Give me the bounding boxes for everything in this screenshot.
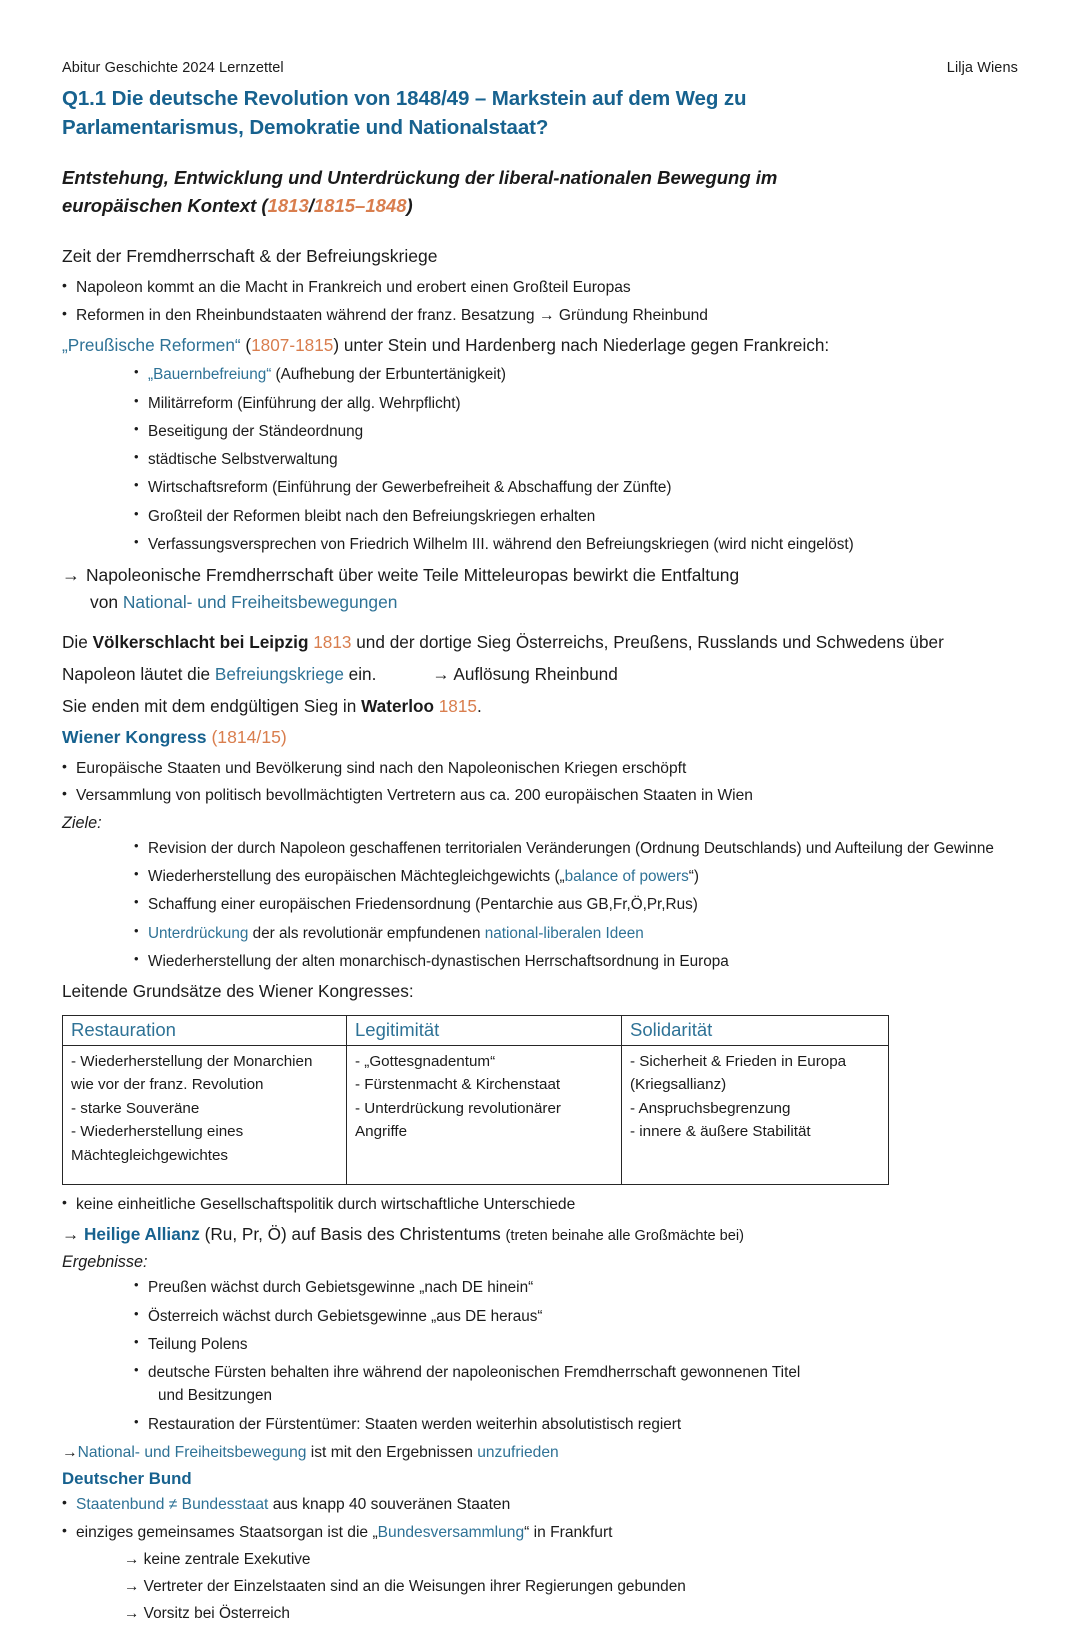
voelkerschlacht-paragraph-2 bbox=[62, 661, 1018, 688]
voelkerschlacht-text-a: Die bbox=[62, 632, 93, 653]
cell-line: (Kriegsallianz) bbox=[630, 1076, 727, 1094]
list-item bbox=[134, 837, 1018, 860]
arrow-right-icon: → bbox=[62, 1223, 80, 1244]
waterloo-text-a: Sie enden mit dem endgültigen Sieg in bbox=[62, 695, 362, 716]
voelkerschlacht-paragraph-3 bbox=[62, 693, 1018, 720]
subtitle-date-1815: 1815 bbox=[313, 195, 356, 217]
cell-line: - starke Souveräne bbox=[71, 1099, 200, 1117]
ziele-list bbox=[134, 837, 1018, 973]
arrow-right-icon: → bbox=[62, 1443, 78, 1461]
list-item bbox=[134, 1361, 1018, 1408]
table-header-legitimitaet: Legitimität bbox=[347, 1015, 622, 1045]
reform-item-text: Großteil der Reformen bleibt nach den Befreiungskriegen erhalten bbox=[148, 507, 596, 525]
header-course-label: Abitur Geschichte 2024 Lernzettel bbox=[62, 60, 284, 76]
wiener-kongress-bullet-list bbox=[62, 757, 1018, 808]
list-item: • Europäische Staaten und Bevölkerung sind nach den Napoleonischen Kriegen erschöpft bbox=[62, 757, 1018, 781]
ziel-text: Wiederherstellung der alten monarchisch-dynastischen Herrschaftsordnung in Europa bbox=[148, 952, 729, 970]
preussische-reformen-date: 1807-1815 bbox=[251, 334, 334, 355]
reform-item-text: Wirtschaftsreform (Einführung der Gewerbefreiheit & Abschaffung der Zünfte) bbox=[148, 479, 672, 497]
ergebnis-text: Restauration der Fürstentümer: Staaten werden weiterhin absolutistisch regiert bbox=[148, 1415, 682, 1433]
befreiungskriege-text-b: ein. bbox=[343, 663, 377, 684]
deutscher-bund-subpoint: → Vertreter der Einzelstaaten sind an die Weisungen ihrer Regierungen gebunden bbox=[124, 1577, 686, 1595]
table-cell-solidaritaet bbox=[622, 1045, 889, 1184]
voelkerschlacht-paragraph-1 bbox=[62, 629, 1018, 656]
ziel-highlight-unterdrueckung: Unterdrückung bbox=[148, 924, 249, 942]
preussische-reformen-open-paren: ( bbox=[240, 334, 252, 355]
ziel-text: Schaffung einer europäischen Friedensordnung (Pentarchie aus GB,Fr,Ö,Pr,Rus) bbox=[148, 896, 698, 914]
reform-item-text: Beseitigung der Ständeordnung bbox=[148, 422, 364, 440]
bundesversammlung-prefix: einziges gemeinsames Staatsorgan ist die „ bbox=[76, 1523, 378, 1541]
subtitle-text-part-2: ) bbox=[406, 195, 413, 217]
page-subtitle bbox=[62, 164, 892, 220]
heilige-allianz-rest: (Ru, Pr, Ö) auf Basis des Christentums bbox=[199, 1223, 506, 1244]
gesellschaftspolitik-bullet-list bbox=[62, 1193, 1018, 1217]
deutscher-bund-subpoint: → Vorsitz bei Österreich bbox=[124, 1604, 290, 1622]
list-item: • Reformen in den Rheinbundstaaten während der franz. Besatzung → Gründung Rheinbund bbox=[62, 304, 1018, 328]
list-item bbox=[134, 1333, 1018, 1356]
bundesversammlung-highlight: Bundesversammlung bbox=[377, 1523, 525, 1541]
ziel-text-mid: der als revolutionär empfundenen bbox=[248, 924, 485, 942]
cell-line: - Wiederherstellung der Monarchien bbox=[71, 1052, 313, 1070]
cell-line: - Fürstenmacht & Kirchenstaat bbox=[355, 1076, 561, 1094]
unzufrieden-highlight-1: National- und Freiheitsbewegung bbox=[77, 1443, 307, 1461]
reform-item-text: Verfassungsversprechen von Friedrich Wilhelm III. während den Befreiungskriegen (wird nicht eingelöst) bbox=[148, 535, 854, 553]
list-item: • Versammlung von politisch bevollmächtigten Vertretern aus ca. 200 europäischen Staaten in Wien bbox=[62, 784, 1018, 808]
waterloo-bold: Waterloo bbox=[361, 695, 434, 716]
fremdherrschaft-conclusion bbox=[62, 562, 1018, 615]
reform-item-text: (Aufhebung der Erbuntertänigkeit) bbox=[271, 366, 507, 384]
voelkerschlacht-date: 1813 bbox=[313, 632, 352, 653]
ergebnis-text-continued: und Besitzungen bbox=[158, 1387, 272, 1405]
grundsaetze-intro-label: Leitende Grundsätze des Wiener Kongresses: bbox=[62, 981, 414, 1002]
reform-item-text: städtische Selbstverwaltung bbox=[148, 451, 338, 469]
grundsaetze-table bbox=[62, 1015, 889, 1185]
cell-line: - Wiederherstellung eines bbox=[71, 1123, 244, 1141]
cell-line: Angriffe bbox=[355, 1123, 408, 1141]
unzufrieden-line bbox=[62, 1441, 1018, 1465]
table-cell-legitimitaet bbox=[347, 1045, 622, 1184]
wiener-kongress-label: Wiener Kongress bbox=[62, 727, 207, 748]
list-item bbox=[62, 1521, 1018, 1545]
preussische-reformen-line bbox=[62, 332, 1018, 359]
arrow-right-icon: → bbox=[62, 565, 80, 586]
ziel-text-end: “) bbox=[688, 868, 699, 886]
list-item bbox=[134, 893, 1018, 916]
table-row bbox=[63, 1045, 889, 1184]
subtitle-date-1813: 1813 bbox=[267, 195, 309, 217]
list-item bbox=[62, 1493, 1018, 1517]
cell-line: - innere & äußere Stabilität bbox=[630, 1123, 811, 1141]
list-item bbox=[134, 865, 1018, 888]
conclusion-highlight: National- und Freiheitsbewegungen bbox=[122, 592, 398, 613]
cell-line: - Unterdrückung revolutionärer bbox=[355, 1099, 561, 1117]
waterloo-text-b: . bbox=[477, 695, 482, 716]
conclusion-second-line bbox=[62, 589, 1018, 615]
bundesversammlung-rest: “ in Frankfurt bbox=[524, 1523, 613, 1541]
list-item bbox=[134, 1305, 1018, 1328]
voelkerschlacht-bold: Völkerschlacht bei Leipzig bbox=[92, 632, 309, 653]
list-item: • keine einheitliche Gesellschaftspolitik durch wirtschaftliche Unterschiede bbox=[62, 1193, 1018, 1217]
ziel-text: Wiederherstellung des europäischen Mächtegleichgewichts („ bbox=[148, 868, 565, 886]
list-item bbox=[134, 1413, 1018, 1436]
section-heading-wiener-kongress bbox=[62, 724, 1018, 750]
page-title: Q1.1 Die deutsche Revolution von 1848/49 – Markstein auf dem Weg zu Parlamentarismus, Demokratie und Nationalstaat? bbox=[62, 87, 747, 140]
heilige-allianz-label: Heilige Allianz bbox=[83, 1223, 200, 1244]
unzufrieden-text-mid: ist mit den Ergebnissen bbox=[306, 1443, 478, 1461]
cell-line: wie vor der franz. Revolution bbox=[71, 1076, 264, 1094]
list-item bbox=[134, 363, 1018, 386]
ergebnisse-list bbox=[134, 1276, 1018, 1436]
table-cell-restauration bbox=[63, 1045, 347, 1184]
conclusion-text: Napoleonische Fremdherrschaft über weite Teile Mitteleuropas bewirkt die Entfaltung bbox=[86, 565, 740, 586]
list-item bbox=[134, 505, 1018, 528]
section-heading-deutscher-bund: Deutscher Bund bbox=[62, 1468, 192, 1488]
voelkerschlacht-text-b: und der dortige Sieg Österreichs, Preußens, Russlands und Schwedens über bbox=[351, 632, 944, 653]
document-header bbox=[62, 60, 1018, 76]
list-item bbox=[134, 533, 1018, 556]
cell-line: - „Gottesgnadentum“ bbox=[355, 1052, 496, 1070]
ziel-highlight: balance of powers bbox=[564, 868, 689, 886]
ziele-label: Ziele: bbox=[62, 813, 102, 832]
header-author-label: Lilja Wiens bbox=[946, 60, 1018, 76]
staatenbund-rest: aus knapp 40 souveränen Staaten bbox=[268, 1495, 511, 1513]
preussische-reformen-label: „Preußische Reformen“ bbox=[62, 334, 241, 355]
table-header-restauration: Restauration bbox=[63, 1015, 347, 1045]
list-item bbox=[134, 392, 1018, 415]
list-item bbox=[134, 1276, 1018, 1299]
ergebnis-text: Teilung Polens bbox=[148, 1335, 248, 1353]
list-item: • Napoleon kommt an die Macht in Frankreich und erobert einen Großteil Europas bbox=[62, 276, 1018, 300]
ziel-text: Revision der durch Napoleon geschaffenen territorialen Veränderungen (Ordnung Deutschlands) und Aufteilung der Gewinne bbox=[148, 839, 994, 857]
reform-items-list bbox=[134, 363, 1018, 556]
befreiungskriege-text-a: Napoleon läutet die bbox=[62, 663, 215, 684]
heilige-allianz-note: (treten beinahe alle Großmächte bei) bbox=[505, 1227, 745, 1244]
ergebnisse-label: Ergebnisse: bbox=[62, 1253, 148, 1272]
reform-item-text: Militärreform (Einführung der allg. Wehrpflicht) bbox=[148, 394, 461, 412]
aufloesung-rheinbund-arrow-text: → Auflösung Rheinbund bbox=[432, 663, 618, 684]
ergebnis-text: Österreich wächst durch Gebietsgewinne „aus DE heraus“ bbox=[148, 1307, 543, 1325]
ergebnis-text: deutsche Fürsten behalten ihre während der napoleonischen Fremdherrschaft gewonnenen Titel bbox=[148, 1364, 801, 1381]
list-item bbox=[134, 922, 1018, 945]
cell-line: Mächtegleichgewichtes bbox=[71, 1146, 229, 1164]
deutscher-bund-bullet-list bbox=[62, 1493, 1018, 1544]
befreiungskriege-highlight: Befreiungskriege bbox=[214, 663, 344, 684]
cell-line: - Anspruchsbegrenzung bbox=[630, 1099, 791, 1117]
preussische-reformen-rest: ) unter Stein und Hardenberg nach Niederlage gegen Frankreich: bbox=[333, 334, 830, 355]
subtitle-text-part-1: Entstehung, Entwicklung und Unterdrückung der liberal-nationalen Bewegung im europäischen Kontext ( bbox=[62, 167, 778, 217]
subtitle-separator-1: / bbox=[308, 195, 314, 217]
ergebnis-text: Preußen wächst durch Gebietsgewinne „nach DE hinein“ bbox=[148, 1279, 534, 1297]
list-item bbox=[134, 476, 1018, 499]
cell-line: - Sicherheit & Frieden in Europa bbox=[630, 1052, 847, 1070]
table-header-solidaritaet: Solidarität bbox=[622, 1015, 889, 1045]
section-heading-fremdherrschaft: Zeit der Fremdherrschaft & der Befreiungskriege bbox=[62, 246, 438, 267]
reform-item-highlight: „Bauernbefreiung“ bbox=[148, 366, 272, 384]
ziel-highlight-national-liberal: national-liberalen Ideen bbox=[484, 924, 644, 942]
list-item bbox=[134, 448, 1018, 471]
list-item bbox=[134, 420, 1018, 443]
list-item bbox=[134, 950, 1018, 973]
subtitle-date-1848: 1848 bbox=[365, 195, 407, 217]
wiener-kongress-date: (1814/15) bbox=[211, 727, 287, 748]
heilige-allianz-line bbox=[62, 1221, 1018, 1248]
conclusion-prefix: von bbox=[90, 592, 123, 613]
subtitle-separator-2: – bbox=[355, 195, 366, 217]
deutscher-bund-subpoint: → keine zentrale Exekutive bbox=[124, 1551, 311, 1569]
staatenbund-highlight: Staatenbund ≠ Bundesstaat bbox=[76, 1495, 269, 1513]
unzufrieden-highlight-2: unzufrieden bbox=[477, 1443, 559, 1461]
waterloo-date: 1815 bbox=[438, 695, 477, 716]
table-header-row bbox=[63, 1015, 889, 1045]
fremdherrschaft-bullet-list bbox=[62, 276, 1018, 327]
